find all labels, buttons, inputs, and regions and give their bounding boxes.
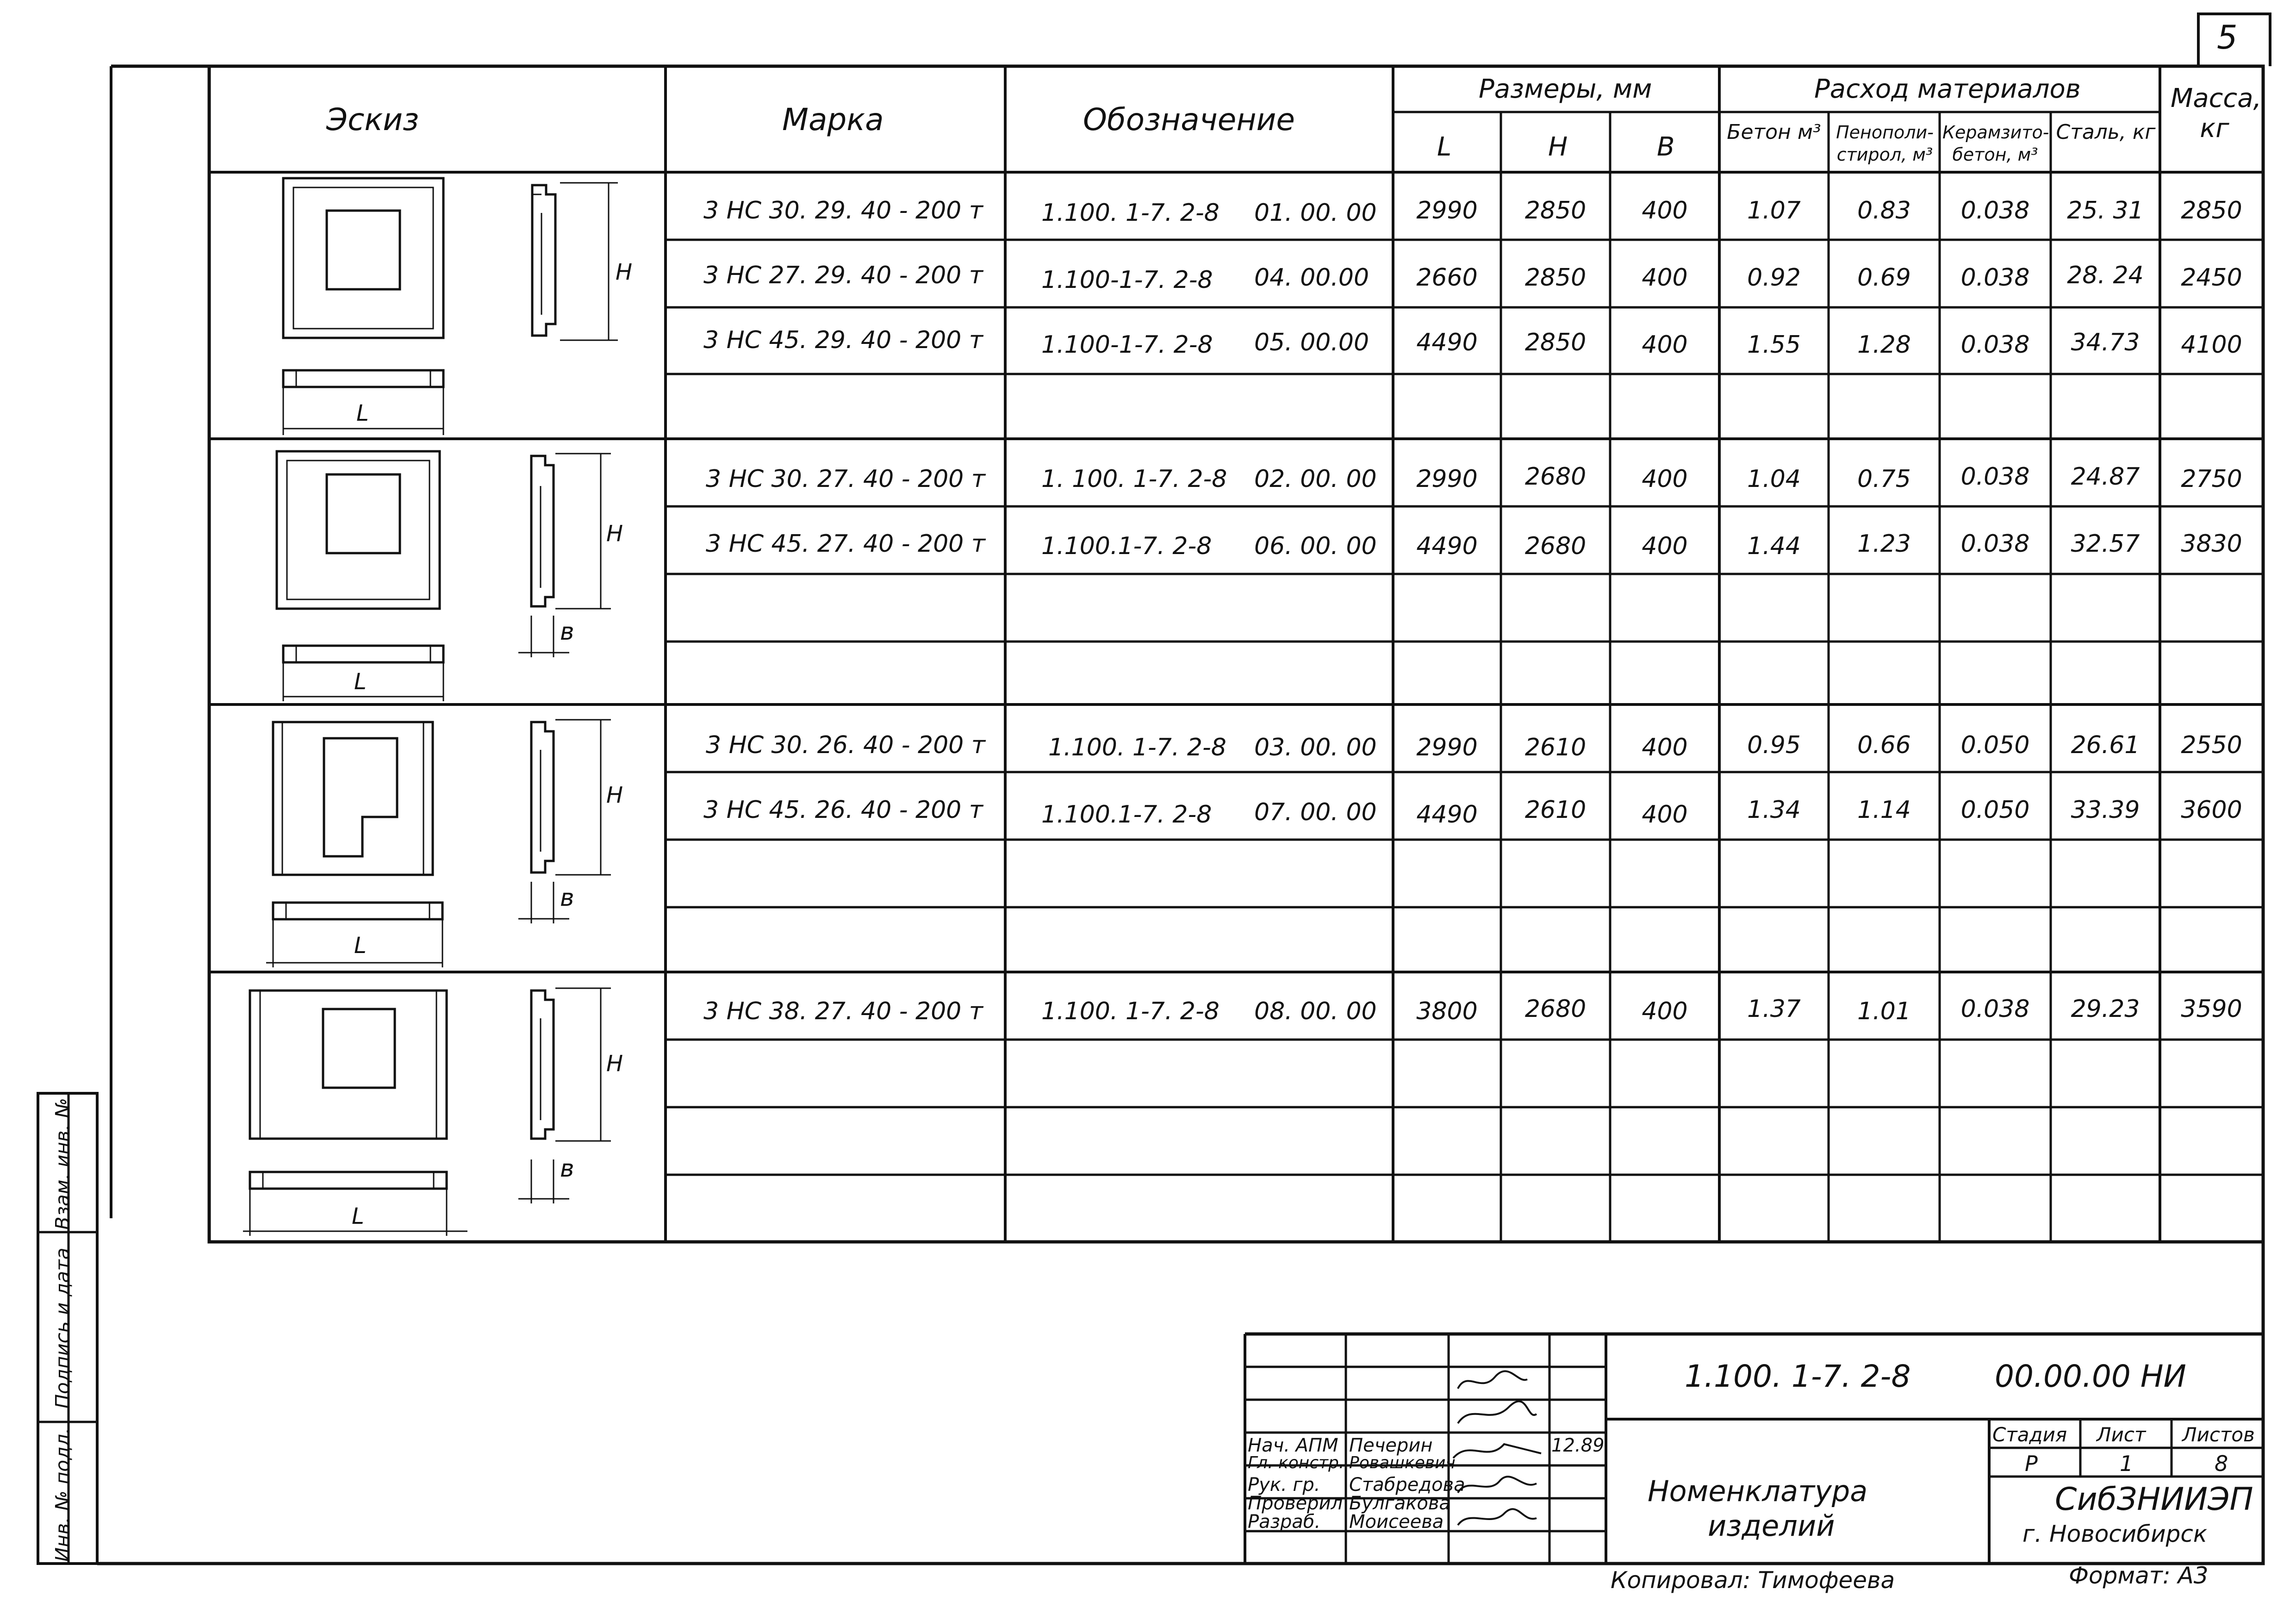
row-2-code: 1.100-1-7. 2-8 bbox=[1041, 266, 1213, 294]
row-2-steel: 28. 24 bbox=[2067, 262, 2144, 289]
name-4: Булгакова bbox=[1349, 1493, 1450, 1514]
title-stage-label: Стадия bbox=[1992, 1423, 2067, 1446]
row-1-l: 2990 bbox=[1416, 197, 1478, 224]
sketch-1-label-h: H bbox=[616, 259, 633, 285]
row-3-mark: 3 НС 45. 29. 40 - 200 т bbox=[703, 326, 983, 354]
row-1-steel: 25. 31 bbox=[2067, 197, 2144, 224]
row-1-h: 2850 bbox=[1524, 197, 1587, 224]
sketch-1-label-l: L bbox=[356, 400, 369, 426]
role-4: Проверил bbox=[1248, 1493, 1343, 1514]
row-6-l: 2990 bbox=[1416, 734, 1478, 761]
side-stamp-inv-orig: Инв. № подл. bbox=[51, 1427, 74, 1562]
row-5-steel: 32.57 bbox=[2071, 530, 2140, 558]
header-dimensions: Размеры, мм bbox=[1479, 74, 1652, 104]
sketch-panel-3 bbox=[266, 720, 611, 967]
row-4-mass: 2750 bbox=[2181, 465, 2242, 493]
header-keramzit: Керамзито- бетон, м³ bbox=[1942, 122, 2049, 165]
header-dim-l: L bbox=[1437, 132, 1452, 162]
row-8-code: 1.100. 1-7. 2-8 bbox=[1041, 997, 1220, 1025]
name-2: Ровашкевич bbox=[1349, 1453, 1456, 1472]
row-3-h: 2850 bbox=[1524, 329, 1587, 356]
row-6-h: 2610 bbox=[1524, 734, 1587, 761]
role-2: Гл. констр. bbox=[1248, 1453, 1344, 1472]
title-city: г. Новосибирск bbox=[2022, 1521, 2208, 1547]
row-4-poly: 0.75 bbox=[1857, 465, 1911, 493]
sketch-3-label-b: в bbox=[560, 884, 574, 912]
title-sheet-label: Лист bbox=[2097, 1423, 2146, 1446]
row-1-code: 1.100. 1-7. 2-8 bbox=[1041, 199, 1220, 227]
row-5-poly: 1.23 bbox=[1857, 530, 1911, 558]
sketch-3-label-h: H bbox=[606, 782, 623, 808]
sketch-panel-1 bbox=[283, 178, 618, 435]
copied-by: Копировал: Тимофеева bbox=[1611, 1567, 1895, 1594]
row-8-poly: 1.01 bbox=[1857, 997, 1911, 1025]
sketch-2-label-b: в bbox=[560, 618, 574, 646]
role-1: Нач. АПМ bbox=[1248, 1435, 1338, 1456]
row-6-code: 1.100. 1-7. 2-8 bbox=[1048, 734, 1226, 761]
row-2-mass: 2450 bbox=[2181, 264, 2242, 292]
row-6-poly: 0.66 bbox=[1857, 731, 1911, 759]
title-org: СибЗНИИЭП bbox=[2055, 1481, 2253, 1518]
row-7-code: 1.100.1-7. 2-8 bbox=[1041, 801, 1212, 829]
title-doc-number: 00.00.00 НИ bbox=[1995, 1359, 2186, 1394]
row-8-keram: 0.038 bbox=[1960, 995, 2030, 1023]
sketch-4-label-h: H bbox=[606, 1051, 623, 1077]
row-8-mass: 3590 bbox=[2181, 995, 2242, 1023]
header-mark: Марка bbox=[782, 102, 884, 137]
sketch-4-label-l: L bbox=[352, 1203, 364, 1229]
row-2-h: 2850 bbox=[1524, 264, 1587, 292]
row-1-mark: 3 НС 30. 29. 40 - 200 т bbox=[703, 197, 983, 224]
row-8-b: 400 bbox=[1642, 997, 1688, 1025]
row-1-b: 400 bbox=[1642, 197, 1688, 224]
row-4-mark: 3 НС 30. 27. 40 - 200 т bbox=[706, 465, 986, 493]
row-7-sub: 07. 00. 00 bbox=[1254, 798, 1377, 826]
row-8-steel: 29.23 bbox=[2071, 995, 2140, 1023]
sketch-2-label-h: H bbox=[606, 521, 623, 547]
header-dim-b: B bbox=[1657, 132, 1675, 162]
title-doc-code: 1.100. 1-7. 2-8 bbox=[1685, 1359, 1911, 1394]
header-steel: Сталь, кг bbox=[2056, 120, 2156, 144]
row-1-keram: 0.038 bbox=[1960, 197, 2030, 224]
row-5-mass: 3830 bbox=[2181, 530, 2242, 558]
row-7-h: 2610 bbox=[1524, 796, 1587, 824]
row-3-mass: 4100 bbox=[2181, 331, 2242, 359]
row-6-mark: 3 НС 30. 26. 40 - 200 т bbox=[706, 731, 986, 759]
title-sheets: 8 bbox=[2215, 1451, 2228, 1476]
row-4-code: 1. 100. 1-7. 2-8 bbox=[1041, 465, 1227, 493]
row-2-keram: 0.038 bbox=[1960, 264, 2030, 292]
row-5-b: 400 bbox=[1642, 532, 1688, 560]
row-2-sub: 04. 00.00 bbox=[1254, 264, 1369, 292]
row-7-mass: 3600 bbox=[2181, 796, 2242, 824]
header-concrete: Бетон м³ bbox=[1727, 120, 1821, 144]
row-7-steel: 33.39 bbox=[2071, 796, 2140, 824]
sheet-number: 5 bbox=[2217, 19, 2238, 56]
header-mass: Масса, кг bbox=[2171, 83, 2262, 143]
row-4-h: 2680 bbox=[1524, 463, 1587, 491]
row-2-b: 400 bbox=[1642, 264, 1688, 292]
row-5-sub: 06. 00. 00 bbox=[1254, 532, 1377, 560]
row-3-concrete: 1.55 bbox=[1747, 331, 1801, 359]
title-name-line2: изделий bbox=[1708, 1509, 1835, 1543]
row-4-concrete: 1.04 bbox=[1747, 465, 1801, 493]
title-name-line1: Номенклатура bbox=[1648, 1474, 1868, 1508]
row-5-h: 2680 bbox=[1524, 532, 1587, 560]
row-2-mark: 3 НС 27. 29. 40 - 200 т bbox=[703, 262, 983, 289]
row-5-code: 1.100.1-7. 2-8 bbox=[1041, 532, 1212, 560]
row-3-keram: 0.038 bbox=[1960, 331, 2030, 359]
title-sheet: 1 bbox=[2120, 1451, 2134, 1476]
row-8-sub: 08. 00. 00 bbox=[1254, 997, 1377, 1025]
sketch-4-label-b: в bbox=[560, 1155, 574, 1183]
row-4-steel: 24.87 bbox=[2071, 463, 2140, 491]
row-3-l: 4490 bbox=[1416, 329, 1478, 356]
sketch-panel-4 bbox=[243, 988, 611, 1236]
row-8-h: 2680 bbox=[1524, 995, 1587, 1023]
row-7-concrete: 1.34 bbox=[1747, 796, 1801, 824]
row-6-mass: 2550 bbox=[2181, 731, 2242, 759]
row-2-l: 2660 bbox=[1416, 264, 1478, 292]
row-7-keram: 0.050 bbox=[1960, 796, 2030, 824]
header-polystyrene: Пенополи- стирол, м³ bbox=[1836, 122, 1934, 165]
header-materials: Расход материалов bbox=[1814, 74, 2081, 104]
row-7-mark: 3 НС 45. 26. 40 - 200 т bbox=[703, 796, 983, 824]
row-6-b: 400 bbox=[1642, 734, 1688, 761]
name-5: Моисеева bbox=[1349, 1511, 1444, 1533]
name-3: Стабредова bbox=[1349, 1474, 1465, 1496]
row-4-b: 400 bbox=[1642, 465, 1688, 493]
title-sheets-label: Листов bbox=[2182, 1423, 2255, 1446]
row-4-keram: 0.038 bbox=[1960, 463, 2030, 491]
sketch-2-label-l: L bbox=[354, 669, 367, 695]
row-4-l: 2990 bbox=[1416, 465, 1478, 493]
row-7-l: 4490 bbox=[1416, 801, 1478, 829]
row-7-b: 400 bbox=[1642, 801, 1688, 829]
title-stage: Р bbox=[2025, 1451, 2038, 1476]
row-1-sub: 01. 00. 00 bbox=[1254, 199, 1377, 227]
format-label: Формат: А3 bbox=[2069, 1562, 2209, 1589]
row-5-l: 4490 bbox=[1416, 532, 1478, 560]
row-1-poly: 0.83 bbox=[1857, 197, 1911, 224]
row-1-concrete: 1.07 bbox=[1747, 197, 1801, 224]
row-2-poly: 0.69 bbox=[1857, 264, 1911, 292]
header-sketch: Эскиз bbox=[326, 102, 419, 137]
row-3-steel: 34.73 bbox=[2071, 329, 2140, 356]
row-1-mass: 2850 bbox=[2181, 197, 2242, 224]
side-stamp-sign-date: Подпись и дата bbox=[51, 1247, 74, 1409]
row-6-keram: 0.050 bbox=[1960, 731, 2030, 759]
name-1: Печерин bbox=[1349, 1435, 1433, 1456]
row-5-concrete: 1.44 bbox=[1747, 532, 1801, 560]
header-designation: Обозначение bbox=[1083, 102, 1295, 137]
row-3-sub: 05. 00.00 bbox=[1254, 329, 1369, 356]
row-6-concrete: 0.95 bbox=[1747, 731, 1801, 759]
row-3-poly: 1.28 bbox=[1857, 331, 1911, 359]
row-6-steel: 26.61 bbox=[2071, 731, 2140, 759]
side-stamp-replace-inv: Взам. инв. № bbox=[51, 1097, 74, 1230]
row-6-sub: 03. 00. 00 bbox=[1254, 734, 1377, 761]
row-3-code: 1.100-1-7. 2-8 bbox=[1041, 331, 1213, 359]
role-5: Разраб. bbox=[1248, 1511, 1321, 1533]
row-4-sub: 02. 00. 00 bbox=[1254, 465, 1377, 493]
signatures bbox=[1453, 1371, 1541, 1525]
row-3-b: 400 bbox=[1642, 331, 1688, 359]
row-5-keram: 0.038 bbox=[1960, 530, 2030, 558]
row-2-concrete: 0.92 bbox=[1747, 264, 1801, 292]
row-8-concrete: 1.37 bbox=[1747, 995, 1801, 1023]
row-8-l: 3800 bbox=[1416, 997, 1478, 1025]
row-7-poly: 1.14 bbox=[1857, 796, 1911, 824]
title-date: 12.89 bbox=[1551, 1435, 1605, 1456]
row-5-mark: 3 НС 45. 27. 40 - 200 т bbox=[706, 530, 986, 558]
row-8-mark: 3 НС 38. 27. 40 - 200 т bbox=[703, 997, 983, 1025]
header-dim-h: H bbox=[1548, 132, 1568, 162]
sketch-panel-2 bbox=[277, 451, 611, 701]
sketch-3-label-l: L bbox=[354, 933, 367, 959]
role-3: Рук. гр. bbox=[1248, 1474, 1320, 1496]
